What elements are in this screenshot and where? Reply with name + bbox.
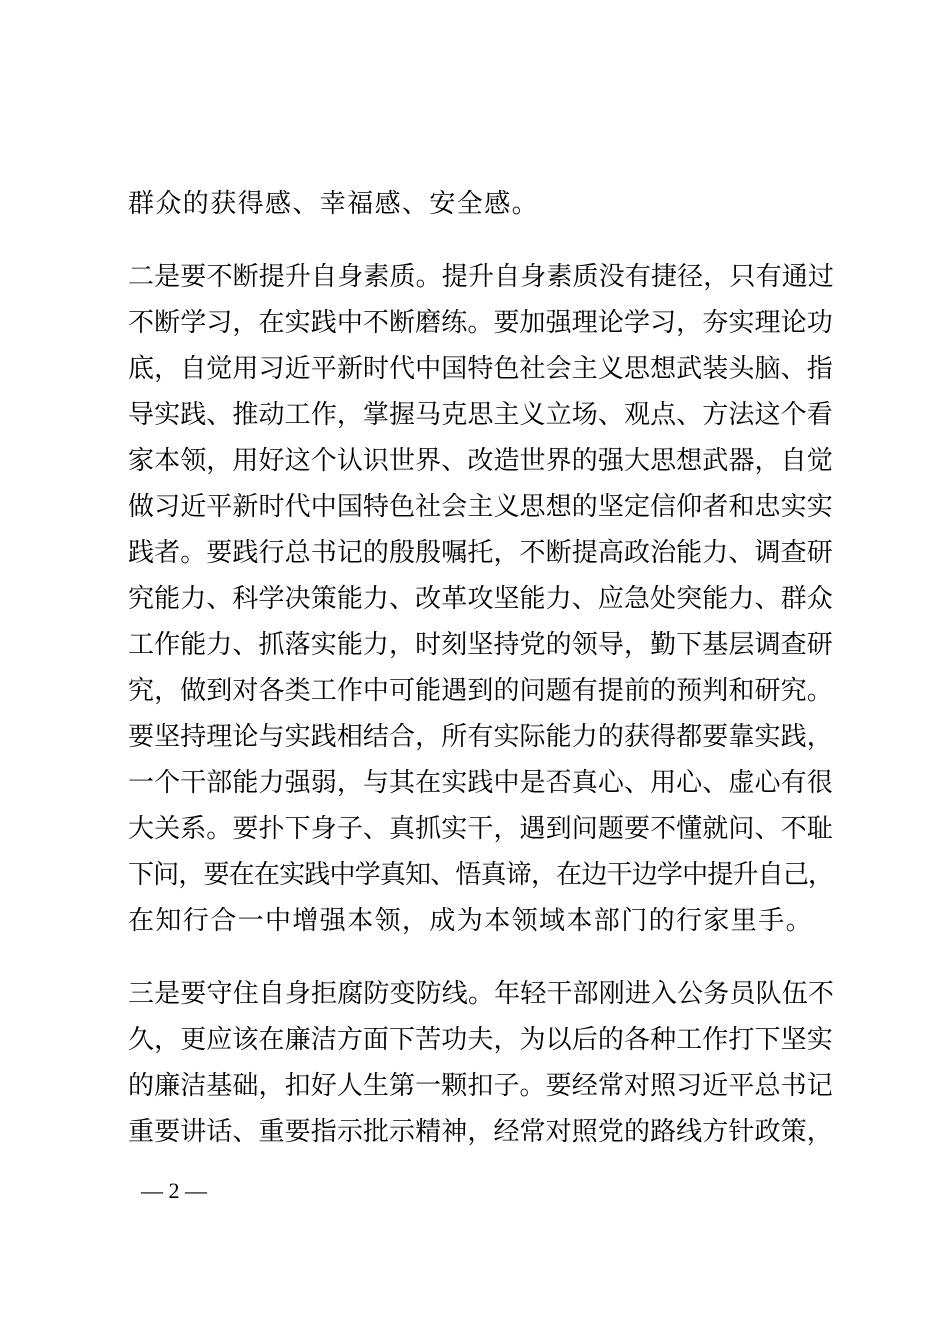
text-line: 究能力、科学决策能力、改革攻坚能力、应急处突能力、群众 [128,584,833,614]
page-number: — 2 — [141,1178,207,1203]
text-line: 下问，要在在实践中学真知、悟真谛，在边干边学中提升自己， [128,860,834,890]
text-line: 二是要不断提升自身素质。提升自身素质没有捷径，只有通过 [128,262,835,292]
text-line: 底，自觉用习近平新时代中国特色社会主义思想武装头脑、指 [128,354,833,384]
text-line: 群众的获得感、幸福感、安全感。 [128,189,540,219]
text-line: 三是要守住自身拒腐防变防线。年轻干部刚进入公务员队伍不 [128,979,835,1009]
text-line: 导实践、推动工作，掌握马克思主义立场、观点、方法这个看 [128,400,833,430]
text-line: 家本领，用好这个认识世界、改造世界的强大思想武器，自觉 [128,446,833,476]
text-line: 大关系。要扑下身子、真抓实干，遇到问题要不懂就问、不耻 [128,814,833,844]
text-line: 践者。要践行总书记的殷殷嘱托，不断提高政治能力、调查研 [128,538,833,568]
text-line: 重要讲话、重要指示批示精神，经常对照党的路线方针政策， [128,1117,833,1147]
text-line: 在知行合一中增强本领，成为本领域本部门的行家里手。 [128,906,814,936]
text-line: 究，做到对各类工作中可能遇到的问题有提前的预判和研究。 [128,676,833,706]
text-line: 工作能力、抓落实能力，时刻坚持党的领导，勤下基层调查研 [128,630,833,660]
text-line: 久，更应该在廉洁方面下苦功夫，为以后的各种工作打下坚实 [128,1025,833,1055]
text-line: 要坚持理论与实践相结合，所有实际能力的获得都要靠实践， [128,722,833,752]
text-line: 一个干部能力强弱，与其在实践中是否真心、用心、虚心有很 [128,768,833,798]
text-line: 的廉洁基础，扣好人生第一颗扣子。要经常对照习近平总书记 [128,1071,833,1101]
text-line: 不断学习，在实践中不断磨练。要加强理论学习，夯实理论功 [128,308,833,338]
text-line: 做习近平新时代中国特色社会主义思想的坚定信仰者和忠实实 [128,492,833,522]
